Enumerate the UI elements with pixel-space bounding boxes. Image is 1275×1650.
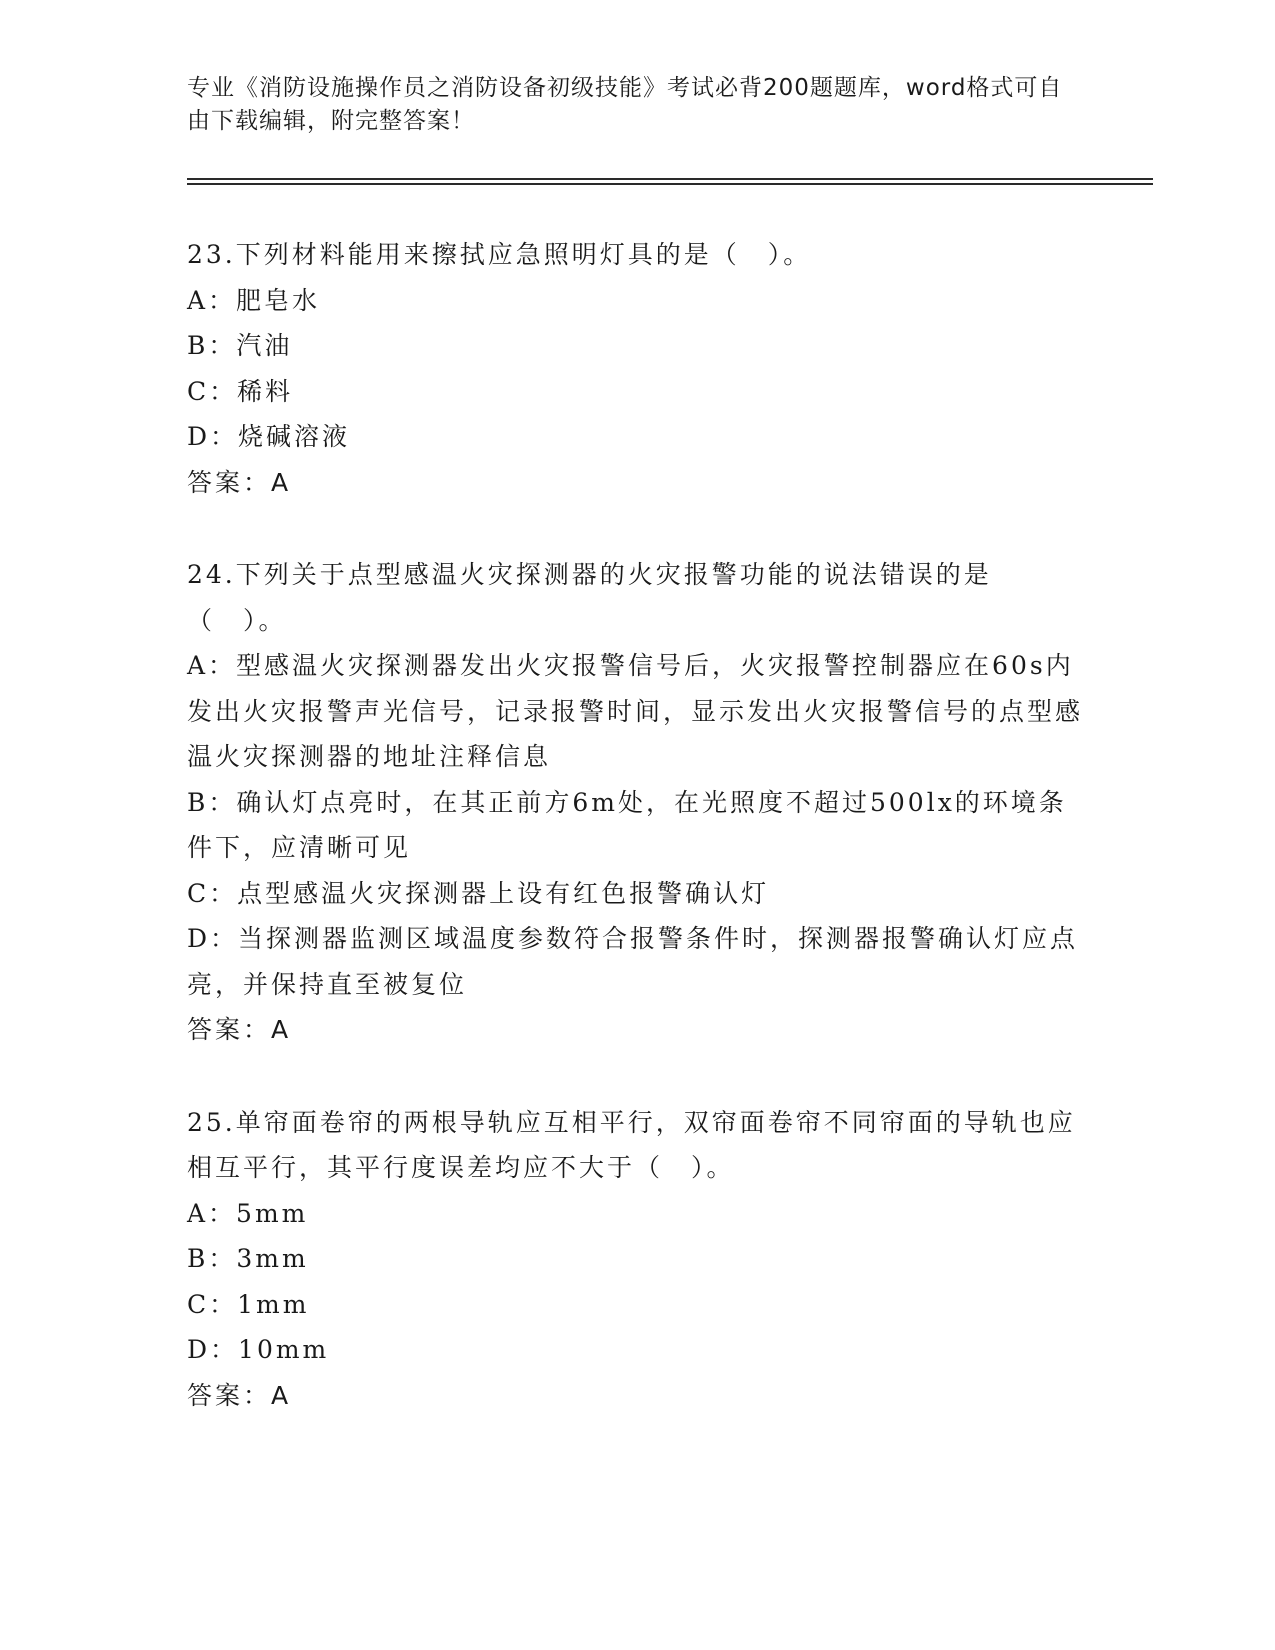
question-list [187, 232, 1087, 1465]
question-stem: 24.下列关于点型感温火灾探测器的火灾报警功能的说法错误的是（ ）。 [187, 560, 992, 635]
question-stem: 23.下列材料能用来擦拭应急照明灯具的是（ ）。 [187, 240, 812, 269]
answer-line: 答案：A [187, 1015, 292, 1044]
question-25 [187, 1100, 1087, 1419]
option-c: C：1mm [187, 1289, 310, 1319]
option-a: A：肥皂水 [187, 285, 321, 315]
header-divider-top [187, 178, 1153, 180]
question-23 [187, 232, 1087, 505]
option-c: C：稀料 [187, 376, 294, 406]
header-divider-bottom [187, 183, 1153, 185]
option-a: A：型感温火灾探测器发出火灾报警信号后，火灾报警控制器应在60s内发出火灾报警声光信号，记录报警时间，显示发出火灾报警信号的点型感温火灾探测器的地址注释信息 [187, 651, 1084, 771]
answer-line: 答案：A [187, 1380, 292, 1410]
option-d: D：10mm [187, 1335, 330, 1364]
answer-line: 答案：A [187, 467, 292, 497]
question-24 [187, 552, 1087, 1053]
question-stem: 25.单帘面卷帘的两根导轨应互相平行，双帘面卷帘不同帘面的导轨也应相互平行，其平行度误差均应不大于（ ）。 [187, 1107, 1076, 1182]
option-b: B：汽油 [187, 331, 293, 360]
option-b: B：确认灯点亮时，在其正前方6m处，在光照度不超过500lx的环境条件下，应清晰可见 [187, 787, 1067, 862]
option-d: D：烧碱溶液 [187, 422, 351, 451]
option-b: B：3mm [187, 1244, 309, 1273]
option-d: D：当探测器监测区域温度参数符合报警条件时，探测器报警确认灯应点亮，并保持直至被复位 [187, 924, 1079, 999]
option-c: C：点型感温火灾探测器上设有红色报警确认灯 [187, 878, 770, 908]
page-header: 专业《消防设施操作员之消防设备初级技能》考试必背200题题库，word格式可自由下载编辑，附完整答案！ [187, 75, 1063, 134]
option-a: A：5mm [187, 1198, 309, 1228]
